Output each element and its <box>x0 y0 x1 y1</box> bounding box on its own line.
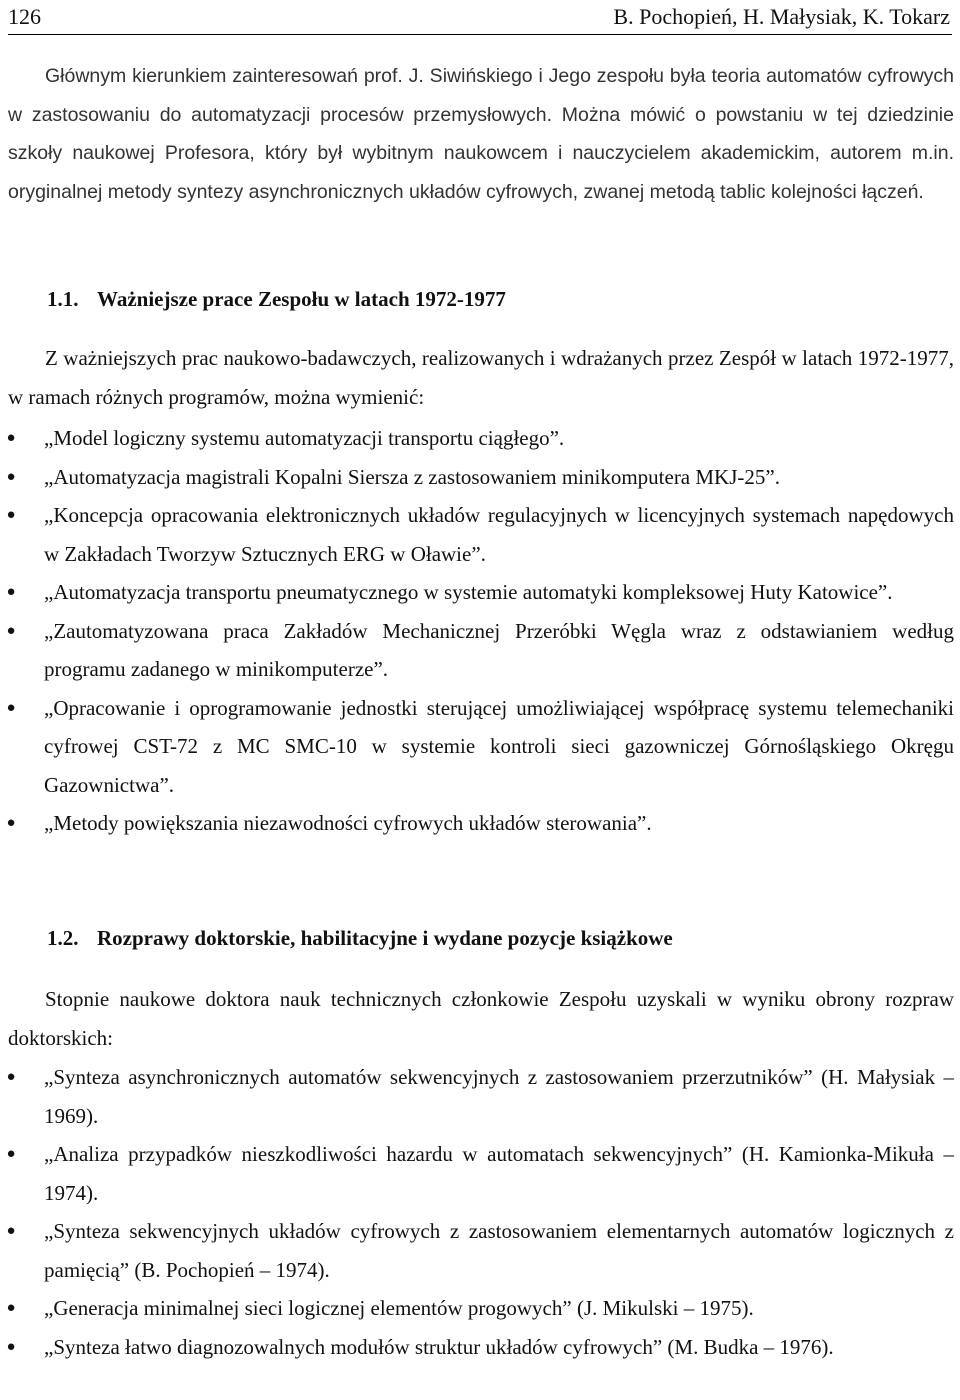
list-item <box>0 1058 960 1135</box>
list-item <box>0 689 960 805</box>
list-item-text: „Koncepcja opracowania elektronicznych układów regulacyjnych w licencyjnych systemach napędowych w Zakładach Tworzyw Sztucznych ERG w Oławie”. <box>44 503 954 566</box>
bullet-icon: ● <box>6 622 16 639</box>
list-item-text: „Synteza sekwencyjnych układów cyfrowych z zastosowaniem elementarnych automatów logicznych z pamięcią” (B. Pochopień – 1974). <box>44 1219 954 1282</box>
list-item-text: „Model logiczny systemu automatyzacji transportu ciągłego”. <box>44 426 565 450</box>
section-1-1-paragraph: Z ważniejszych prac naukowo-badawczych, realizowanych i wdrażanych przez Zespół w latach 1972-1977, w ramach różnych programów, można wymienić: <box>8 346 954 409</box>
section-1-2-paragraph: Stopnie naukowe doktora nauk technicznych członkowie Zespołu uzyskali w wyniku obrony rozpraw doktorskich: <box>8 987 954 1050</box>
section-number: 1.1. <box>47 287 79 311</box>
dissertation-list <box>0 1058 960 1366</box>
list-item-text: „Metody powiększania niezawodności cyfrowych układów sterowania”. <box>44 811 652 835</box>
bullet-icon: ● <box>6 1300 16 1316</box>
list-item-text: „Automatyzacja transportu pneumatycznego w systemie automatyki kompleksowej Huty Katowice”. <box>44 580 893 604</box>
list-item-text: „Generacja minimalnej sieci logicznej elementów progowych” (J. Mikulski – 1975). <box>44 1296 754 1320</box>
bullet-icon: ● <box>6 468 16 485</box>
list-item <box>0 419 960 458</box>
list-item <box>0 1135 960 1212</box>
list-item <box>0 573 960 612</box>
page-number: 126 <box>8 4 41 29</box>
bullet-icon: ● <box>6 1338 16 1355</box>
section-title: Ważniejsze prace Zespołu w latach 1972-1977 <box>97 287 506 311</box>
list-item <box>0 1212 960 1289</box>
list-item-text: „Automatyzacja magistrali Kopalni Siersza z zastosowaniem minikomputera MKJ-25”. <box>44 464 780 489</box>
list-item <box>0 1328 960 1367</box>
list-item <box>0 458 960 497</box>
section-heading-1-2 <box>47 926 673 951</box>
list-item <box>0 612 960 689</box>
bullet-icon: ● <box>6 430 16 446</box>
section-title: Rozprawy doktorskie, habilitacyjne i wydane pozycje książkowe <box>97 926 673 950</box>
bullet-icon: ● <box>6 584 16 600</box>
list-item-text: „Zautomatyzowana praca Zakładów Mechanicznej Przeróbki Węgla wraz z odstawianiem według programu zadanego w minikomputerze”. <box>44 618 954 681</box>
list-item-text: „Synteza asynchronicznych automatów sekwencyjnych z zastosowaniem przerzutników” (H. Małysiak – 1969). <box>44 1065 954 1128</box>
header-authors: B. Pochopień, H. Małysiak, K. Tokarz <box>613 4 950 29</box>
list-item <box>0 804 960 843</box>
section-number: 1.2. <box>47 926 79 950</box>
bullet-icon: ● <box>6 815 16 831</box>
bullet-icon: ● <box>6 507 16 523</box>
list-item-text: „Analiza przypadków nieszkodliwości hazardu w automatach sekwencyjnych” (H. Kamionka-Mikuła – 1974). <box>44 1142 954 1205</box>
list-item-text: „Opracowanie i oprogramowanie jednostki sterującej umożliwiającej współpracę systemu telemechaniki cyfrowej CST-72 z MC SMC-10 w systemie kontroli sieci gazowniczej Górnośląskiego Okręgu Gazownictwa”. <box>44 695 954 797</box>
work-list <box>0 419 960 843</box>
list-item <box>0 1289 960 1328</box>
bullet-icon: ● <box>6 1223 16 1239</box>
intro-paragraph: Głównym kierunkiem zainteresowań prof. J. Siwińskiego i Jego zespołu była teoria automatów cyfrowych w zastosowaniu do automatyzacji procesów przemysłowych. Można mówić o powstaniu w tej dziedzinie szkoły naukowej Profesora, który był wybitnym naukowcem i nauczycielem akademickim, autorem m.in. oryginalnej metody syntezy asynchronicznych układów cyfrowych, zwanej metodą tablic kolejności łączeń. <box>8 65 954 203</box>
running-header <box>8 0 952 35</box>
list-item <box>0 496 960 573</box>
section-heading-1-1 <box>47 287 506 312</box>
bullet-icon: ● <box>6 1146 16 1162</box>
bullet-icon: ● <box>6 699 16 716</box>
list-item-text: „Synteza łatwo diagnozowalnych modułów struktur układów cyfrowych” (M. Budka – 1976). <box>44 1334 834 1359</box>
bullet-icon: ● <box>6 1069 16 1085</box>
